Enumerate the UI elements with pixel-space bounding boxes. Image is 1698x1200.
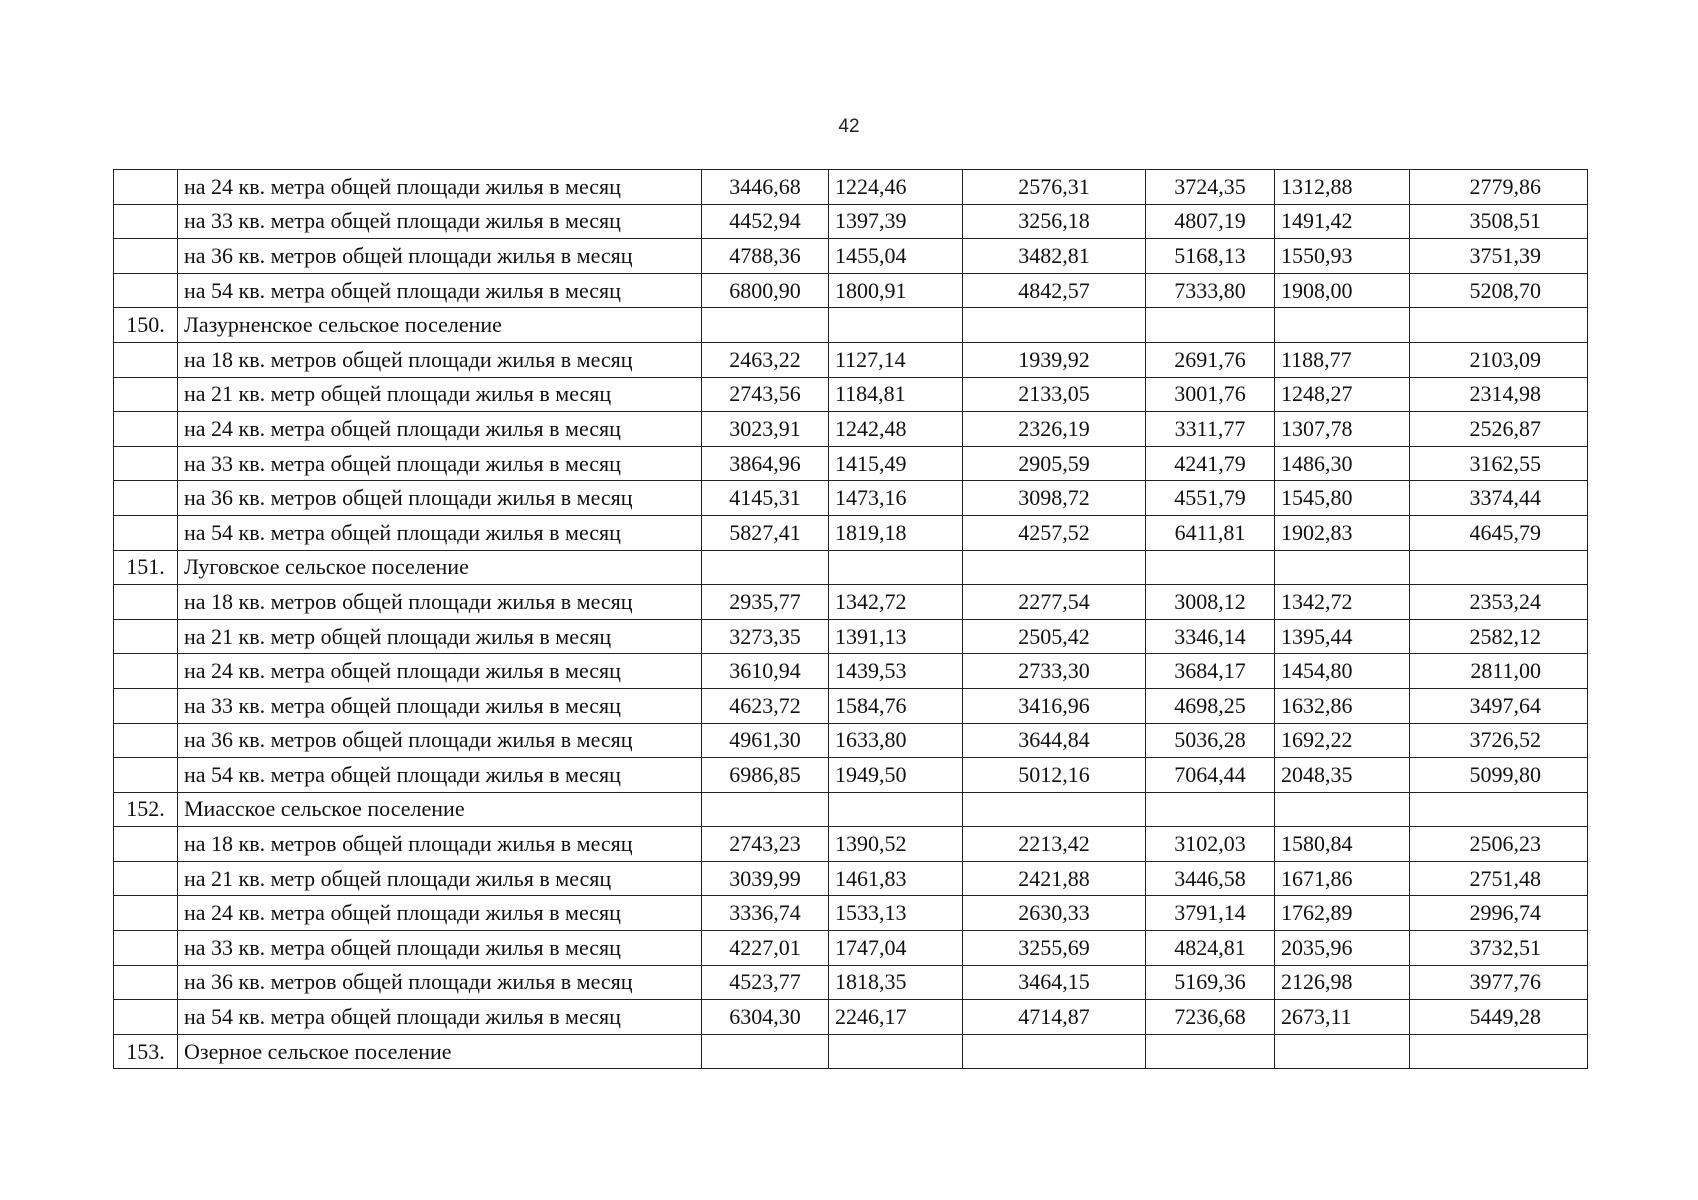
area-description-cell: на 33 кв. метра общей площади жилья в месяц	[178, 931, 702, 966]
table-row	[114, 515, 1588, 550]
area-description-cell: на 24 кв. метра общей площади жилья в месяц	[178, 170, 702, 205]
table-row	[114, 758, 1588, 793]
value-cell: 1184,81	[829, 377, 963, 412]
value-cell: 3610,94	[702, 654, 829, 689]
row-number-cell	[114, 377, 178, 412]
value-cell: 3102,03	[1146, 827, 1275, 862]
table-row	[114, 204, 1588, 239]
value-cell: 1224,46	[829, 170, 963, 205]
row-number-cell	[114, 723, 178, 758]
value-cell: 3684,17	[1146, 654, 1275, 689]
value-cell: 2035,96	[1275, 931, 1410, 966]
value-cell: 2314,98	[1410, 377, 1588, 412]
value-cell: 1188,77	[1275, 342, 1410, 377]
value-cell: 6986,85	[702, 758, 829, 793]
value-cell	[1275, 308, 1410, 343]
value-cell: 4842,57	[963, 273, 1146, 308]
value-cell: 1632,86	[1275, 688, 1410, 723]
settlement-name-cell: Лазурненское сельское поселение	[178, 308, 702, 343]
area-description-cell: на 36 кв. метров общей площади жилья в месяц	[178, 481, 702, 516]
value-cell: 4807,19	[1146, 204, 1275, 239]
value-cell: 1633,80	[829, 723, 963, 758]
value-cell: 2779,86	[1410, 170, 1588, 205]
value-cell: 1248,27	[1275, 377, 1410, 412]
value-cell: 7236,68	[1146, 1000, 1275, 1035]
area-description-cell: на 21 кв. метр общей площади жилья в месяц	[178, 619, 702, 654]
value-cell: 6411,81	[1146, 515, 1275, 550]
value-cell	[1275, 550, 1410, 585]
row-number-cell	[114, 342, 178, 377]
row-number-cell	[114, 896, 178, 931]
value-cell: 4824,81	[1146, 931, 1275, 966]
area-description-cell: на 21 кв. метр общей площади жилья в месяц	[178, 861, 702, 896]
settlement-name-cell: Озерное сельское поселение	[178, 1034, 702, 1069]
value-cell	[1275, 1034, 1410, 1069]
value-cell: 2582,12	[1410, 619, 1588, 654]
value-cell: 4961,30	[702, 723, 829, 758]
row-number-cell	[114, 931, 178, 966]
value-cell: 3977,76	[1410, 965, 1588, 1000]
value-cell: 2103,09	[1410, 342, 1588, 377]
tariff-table	[113, 169, 1588, 1069]
value-cell	[1146, 308, 1275, 343]
value-cell: 2935,77	[702, 585, 829, 620]
value-cell: 3256,18	[963, 204, 1146, 239]
value-cell: 3098,72	[963, 481, 1146, 516]
area-description-cell: на 21 кв. метр общей площади жилья в месяц	[178, 377, 702, 412]
row-number-cell	[114, 412, 178, 447]
value-cell: 2213,42	[963, 827, 1146, 862]
value-cell: 3724,35	[1146, 170, 1275, 205]
row-number-cell	[114, 654, 178, 689]
value-cell: 5099,80	[1410, 758, 1588, 793]
value-cell	[963, 308, 1146, 343]
value-cell: 3497,64	[1410, 688, 1588, 723]
value-cell: 3008,12	[1146, 585, 1275, 620]
row-number-cell: 150.	[114, 308, 178, 343]
area-description-cell: на 54 кв. метра общей площади жилья в месяц	[178, 1000, 702, 1035]
value-cell: 3751,39	[1410, 239, 1588, 274]
row-number-cell	[114, 204, 178, 239]
row-number-cell	[114, 861, 178, 896]
value-cell: 4623,72	[702, 688, 829, 723]
value-cell	[702, 550, 829, 585]
value-cell: 1390,52	[829, 827, 963, 862]
area-description-cell: на 33 кв. метра общей площади жилья в месяц	[178, 204, 702, 239]
value-cell: 3644,84	[963, 723, 1146, 758]
area-description-cell: на 24 кв. метра общей площади жилья в месяц	[178, 654, 702, 689]
row-number-cell	[114, 446, 178, 481]
value-cell: 2996,74	[1410, 896, 1588, 931]
value-cell: 4714,87	[963, 1000, 1146, 1035]
value-cell: 3464,15	[963, 965, 1146, 1000]
value-cell: 4227,01	[702, 931, 829, 966]
area-description-cell: на 24 кв. метра общей площади жилья в месяц	[178, 896, 702, 931]
table-row	[114, 273, 1588, 308]
row-number-cell	[114, 688, 178, 723]
value-cell: 1800,91	[829, 273, 963, 308]
value-cell	[963, 550, 1146, 585]
row-number-cell	[114, 273, 178, 308]
value-cell	[1410, 792, 1588, 827]
value-cell: 2811,00	[1410, 654, 1588, 689]
value-cell: 3446,58	[1146, 861, 1275, 896]
value-cell: 2526,87	[1410, 412, 1588, 447]
value-cell: 2246,17	[829, 1000, 963, 1035]
value-cell: 4241,79	[1146, 446, 1275, 481]
table-row	[114, 965, 1588, 1000]
value-cell	[963, 792, 1146, 827]
value-cell: 1342,72	[829, 585, 963, 620]
value-cell: 2326,19	[963, 412, 1146, 447]
value-cell: 3446,68	[702, 170, 829, 205]
value-cell: 4698,25	[1146, 688, 1275, 723]
value-cell: 6304,30	[702, 1000, 829, 1035]
value-cell: 1762,89	[1275, 896, 1410, 931]
value-cell: 6800,90	[702, 273, 829, 308]
value-cell: 1550,93	[1275, 239, 1410, 274]
value-cell: 2421,88	[963, 861, 1146, 896]
area-description-cell: на 54 кв. метра общей площади жилья в месяц	[178, 273, 702, 308]
row-number-cell: 152.	[114, 792, 178, 827]
value-cell	[702, 792, 829, 827]
row-number-cell	[114, 758, 178, 793]
value-cell: 2353,24	[1410, 585, 1588, 620]
value-cell	[829, 1034, 963, 1069]
value-cell: 5169,36	[1146, 965, 1275, 1000]
value-cell: 3255,69	[963, 931, 1146, 966]
value-cell: 2126,98	[1275, 965, 1410, 1000]
section-header-row	[114, 308, 1588, 343]
value-cell: 1127,14	[829, 342, 963, 377]
value-cell: 3039,99	[702, 861, 829, 896]
value-cell: 3162,55	[1410, 446, 1588, 481]
value-cell: 3726,52	[1410, 723, 1588, 758]
table-row	[114, 377, 1588, 412]
row-number-cell	[114, 585, 178, 620]
area-description-cell: на 33 кв. метра общей площади жилья в месяц	[178, 688, 702, 723]
value-cell: 1242,48	[829, 412, 963, 447]
row-number-cell	[114, 481, 178, 516]
area-description-cell: на 33 кв. метра общей площади жилья в месяц	[178, 446, 702, 481]
value-cell: 3023,91	[702, 412, 829, 447]
value-cell: 3273,35	[702, 619, 829, 654]
value-cell	[1146, 550, 1275, 585]
value-cell: 3482,81	[963, 239, 1146, 274]
value-cell: 1819,18	[829, 515, 963, 550]
table-row	[114, 896, 1588, 931]
value-cell	[1410, 1034, 1588, 1069]
value-cell: 1397,39	[829, 204, 963, 239]
value-cell: 4551,79	[1146, 481, 1275, 516]
table-row	[114, 1000, 1588, 1035]
value-cell	[1146, 792, 1275, 827]
row-number-cell: 151.	[114, 550, 178, 585]
area-description-cell: на 18 кв. метров общей площади жилья в месяц	[178, 585, 702, 620]
table-row	[114, 861, 1588, 896]
value-cell: 4788,36	[702, 239, 829, 274]
row-number-cell	[114, 515, 178, 550]
value-cell: 3311,77	[1146, 412, 1275, 447]
value-cell: 1307,78	[1275, 412, 1410, 447]
area-description-cell: на 24 кв. метра общей площади жилья в месяц	[178, 412, 702, 447]
value-cell: 2733,30	[963, 654, 1146, 689]
value-cell: 1949,50	[829, 758, 963, 793]
value-cell: 5208,70	[1410, 273, 1588, 308]
value-cell: 2277,54	[963, 585, 1146, 620]
value-cell: 1455,04	[829, 239, 963, 274]
value-cell: 1818,35	[829, 965, 963, 1000]
table-row	[114, 619, 1588, 654]
value-cell: 1533,13	[829, 896, 963, 931]
page-number: 42	[838, 116, 860, 137]
value-cell: 1939,92	[963, 342, 1146, 377]
value-cell: 1439,53	[829, 654, 963, 689]
value-cell: 4145,31	[702, 481, 829, 516]
value-cell	[1410, 550, 1588, 585]
table-row	[114, 481, 1588, 516]
value-cell: 1415,49	[829, 446, 963, 481]
value-cell: 4452,94	[702, 204, 829, 239]
value-cell: 3374,44	[1410, 481, 1588, 516]
value-cell	[829, 550, 963, 585]
tariff-table-body	[114, 170, 1588, 1069]
value-cell: 5827,41	[702, 515, 829, 550]
value-cell: 1342,72	[1275, 585, 1410, 620]
value-cell: 7064,44	[1146, 758, 1275, 793]
table-row	[114, 827, 1588, 862]
table-row	[114, 239, 1588, 274]
area-description-cell: на 18 кв. метров общей площади жилья в месяц	[178, 342, 702, 377]
value-cell: 5449,28	[1410, 1000, 1588, 1035]
value-cell	[1146, 1034, 1275, 1069]
value-cell	[702, 308, 829, 343]
value-cell: 5012,16	[963, 758, 1146, 793]
value-cell: 2691,76	[1146, 342, 1275, 377]
section-header-row	[114, 792, 1588, 827]
value-cell	[1275, 792, 1410, 827]
value-cell: 1671,86	[1275, 861, 1410, 896]
value-cell: 3346,14	[1146, 619, 1275, 654]
table-row	[114, 412, 1588, 447]
table-row	[114, 170, 1588, 205]
value-cell: 2673,11	[1275, 1000, 1410, 1035]
value-cell: 2048,35	[1275, 758, 1410, 793]
value-cell: 3791,14	[1146, 896, 1275, 931]
value-cell: 2905,59	[963, 446, 1146, 481]
value-cell	[829, 792, 963, 827]
value-cell: 1692,22	[1275, 723, 1410, 758]
value-cell: 1580,84	[1275, 827, 1410, 862]
row-number-cell	[114, 1000, 178, 1035]
value-cell: 1473,16	[829, 481, 963, 516]
value-cell: 1491,42	[1275, 204, 1410, 239]
value-cell: 7333,80	[1146, 273, 1275, 308]
row-number-cell	[114, 619, 178, 654]
value-cell: 1486,30	[1275, 446, 1410, 481]
value-cell: 1545,80	[1275, 481, 1410, 516]
value-cell: 2506,23	[1410, 827, 1588, 862]
table-row	[114, 723, 1588, 758]
value-cell	[702, 1034, 829, 1069]
value-cell: 4645,79	[1410, 515, 1588, 550]
section-header-row	[114, 1034, 1588, 1069]
table-row	[114, 688, 1588, 723]
value-cell: 1391,13	[829, 619, 963, 654]
value-cell	[963, 1034, 1146, 1069]
section-header-row	[114, 550, 1588, 585]
settlement-name-cell: Луговское сельское поселение	[178, 550, 702, 585]
value-cell: 1312,88	[1275, 170, 1410, 205]
area-description-cell: на 36 кв. метров общей площади жилья в месяц	[178, 723, 702, 758]
value-cell: 2743,56	[702, 377, 829, 412]
value-cell: 1461,83	[829, 861, 963, 896]
table-row	[114, 342, 1588, 377]
table-row	[114, 931, 1588, 966]
value-cell: 2743,23	[702, 827, 829, 862]
area-description-cell: на 36 кв. метров общей площади жилья в месяц	[178, 239, 702, 274]
value-cell: 1454,80	[1275, 654, 1410, 689]
value-cell: 4523,77	[702, 965, 829, 1000]
row-number-cell	[114, 170, 178, 205]
area-description-cell: на 54 кв. метра общей площади жилья в месяц	[178, 758, 702, 793]
value-cell: 5168,13	[1146, 239, 1275, 274]
area-description-cell: на 18 кв. метров общей площади жилья в месяц	[178, 827, 702, 862]
value-cell: 4257,52	[963, 515, 1146, 550]
value-cell: 3001,76	[1146, 377, 1275, 412]
value-cell: 3336,74	[702, 896, 829, 931]
row-number-cell	[114, 965, 178, 1000]
table-row	[114, 446, 1588, 481]
value-cell: 2576,31	[963, 170, 1146, 205]
value-cell: 1908,00	[1275, 273, 1410, 308]
value-cell: 1584,76	[829, 688, 963, 723]
value-cell: 1902,83	[1275, 515, 1410, 550]
value-cell: 3508,51	[1410, 204, 1588, 239]
table-row	[114, 585, 1588, 620]
row-number-cell	[114, 239, 178, 274]
area-description-cell: на 36 кв. метров общей площади жилья в месяц	[178, 965, 702, 1000]
value-cell: 3864,96	[702, 446, 829, 481]
area-description-cell: на 54 кв. метра общей площади жилья в месяц	[178, 515, 702, 550]
value-cell: 1395,44	[1275, 619, 1410, 654]
settlement-name-cell: Миасское сельское поселение	[178, 792, 702, 827]
value-cell: 2463,22	[702, 342, 829, 377]
value-cell: 2133,05	[963, 377, 1146, 412]
value-cell: 3732,51	[1410, 931, 1588, 966]
table-row	[114, 654, 1588, 689]
value-cell: 2505,42	[963, 619, 1146, 654]
value-cell: 2751,48	[1410, 861, 1588, 896]
value-cell	[1410, 308, 1588, 343]
value-cell: 1747,04	[829, 931, 963, 966]
value-cell: 3416,96	[963, 688, 1146, 723]
value-cell: 2630,33	[963, 896, 1146, 931]
value-cell: 5036,28	[1146, 723, 1275, 758]
row-number-cell	[114, 827, 178, 862]
row-number-cell: 153.	[114, 1034, 178, 1069]
value-cell	[829, 308, 963, 343]
